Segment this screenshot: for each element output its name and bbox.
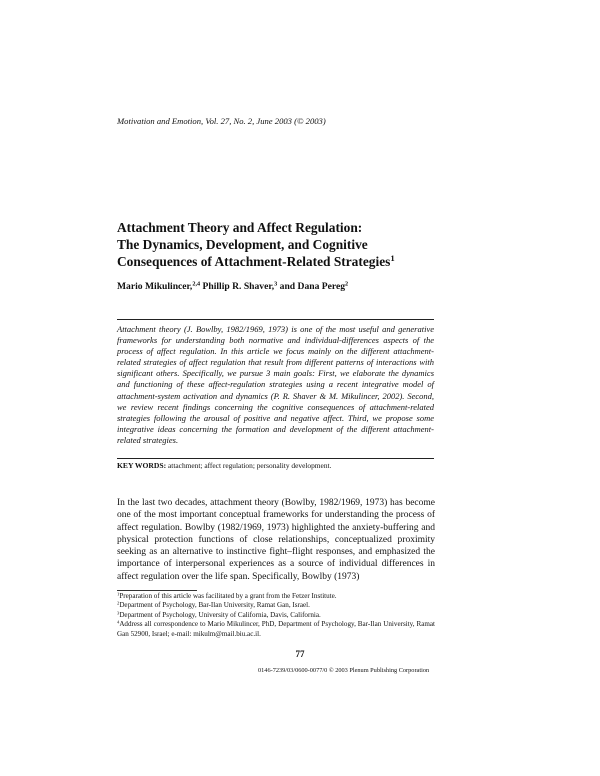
footnote xyxy=(117,620,435,639)
footnote-text: Preparation of this article was facilitated by a grant from the Fetzer Institute. xyxy=(119,592,337,600)
footnote-mark: 2 xyxy=(117,600,120,606)
footnote-text: Department of Psychology, Bar-Ilan University, Ramat Gan, Israel. xyxy=(119,601,310,610)
footnote xyxy=(117,601,435,610)
keywords xyxy=(117,461,331,470)
title-footnote-mark: 1 xyxy=(390,253,395,264)
title-line-2: The Dynamics, Development, and Cognitive xyxy=(117,237,368,252)
footnote-text: Address all correspondence to Mario Mikulincer, PhD, Department of Psychology, Bar-Ilan University, Ramat Gan 52900, Israel; e-mail: mikulm@mail.biu.ac.il. xyxy=(117,620,435,638)
author-list xyxy=(117,281,348,292)
footnote-mark: 3 xyxy=(117,610,120,616)
author-affiliation-mark: 2,4 xyxy=(192,280,201,288)
footnotes xyxy=(117,592,435,639)
footnote xyxy=(117,611,435,620)
page-number: 77 xyxy=(295,649,305,659)
body-paragraph: In the last two decades, attachment theory (Bowlby, 1982/1969, 1973) has become one of the most important conceptual frameworks for understanding the process of affect regulation. Bowlby (1982/1969, 1973) highlighted the anxiety-buffering and physical protection functions of close relationships, conceptualized proximity seeking as an alternative to instinctive fight–flight responses, and emphasized the importance of interpersonal experiences as a source of individual differences in affect regulation over the life span. Specifically, Bowlby (1973) xyxy=(117,498,435,582)
author-affiliation-mark: 2 xyxy=(345,280,349,288)
footnote-mark: 4 xyxy=(117,619,120,625)
author-name: Phillip R. Shaver, xyxy=(200,281,275,292)
author-affiliation-mark: 3 xyxy=(274,280,278,288)
footnote-text: Department of Psychology, University of California, Davis, California. xyxy=(119,610,321,619)
journal-citation: Motivation and Emotion, Vol. 27, No. 2, June 2003 (© 2003) xyxy=(117,116,326,126)
abstract: Attachment theory (J. Bowlby, 1982/1969, 1973) is one of the most useful and generative frameworks for understanding both normative and individual-differences aspects of the process of affect regulation. In this article we focus mainly on the different attachment-related strategies of affect regulation that result from different patterns of interactions with significant others. Specifically, we pursue 3 main goals: First, we elaborate the dynamics and functioning of these affect-regulation strategies using a recent integrative model of attachment-system activation and dynamics (P. R. Shaver & M. Mikulincer, 2002). Second, we review recent findings concerning the cognitive consequences of attachment-related strategies following the arousal of positive and negative affect. Third, we propose some integrative ideas concerning the formation and development of the different attachment-related strategies. xyxy=(117,324,434,445)
abstract-bottom-rule xyxy=(117,458,434,459)
title-line-3 xyxy=(117,253,497,270)
footnote-mark: 1 xyxy=(117,591,120,597)
copyright-line: 0146-7239/03/0600-0077/0 © 2003 Plenum Publishing Corporation xyxy=(258,667,430,674)
article-title xyxy=(117,219,497,270)
author-name: and Dana Pereg xyxy=(277,281,346,292)
abstract-top-rule xyxy=(117,319,434,320)
footnote xyxy=(117,592,435,601)
title-line-3-text: Consequences of Attachment-Related Strategies xyxy=(117,254,391,269)
keywords-label: KEY WORDS: xyxy=(117,461,167,470)
title-line-1: Attachment Theory and Affect Regulation: xyxy=(117,220,363,235)
author-name: Mario Mikulincer, xyxy=(117,281,193,292)
footnote-rule xyxy=(117,590,197,591)
keywords-list: attachment; affect regulation; personality development. xyxy=(166,461,332,470)
